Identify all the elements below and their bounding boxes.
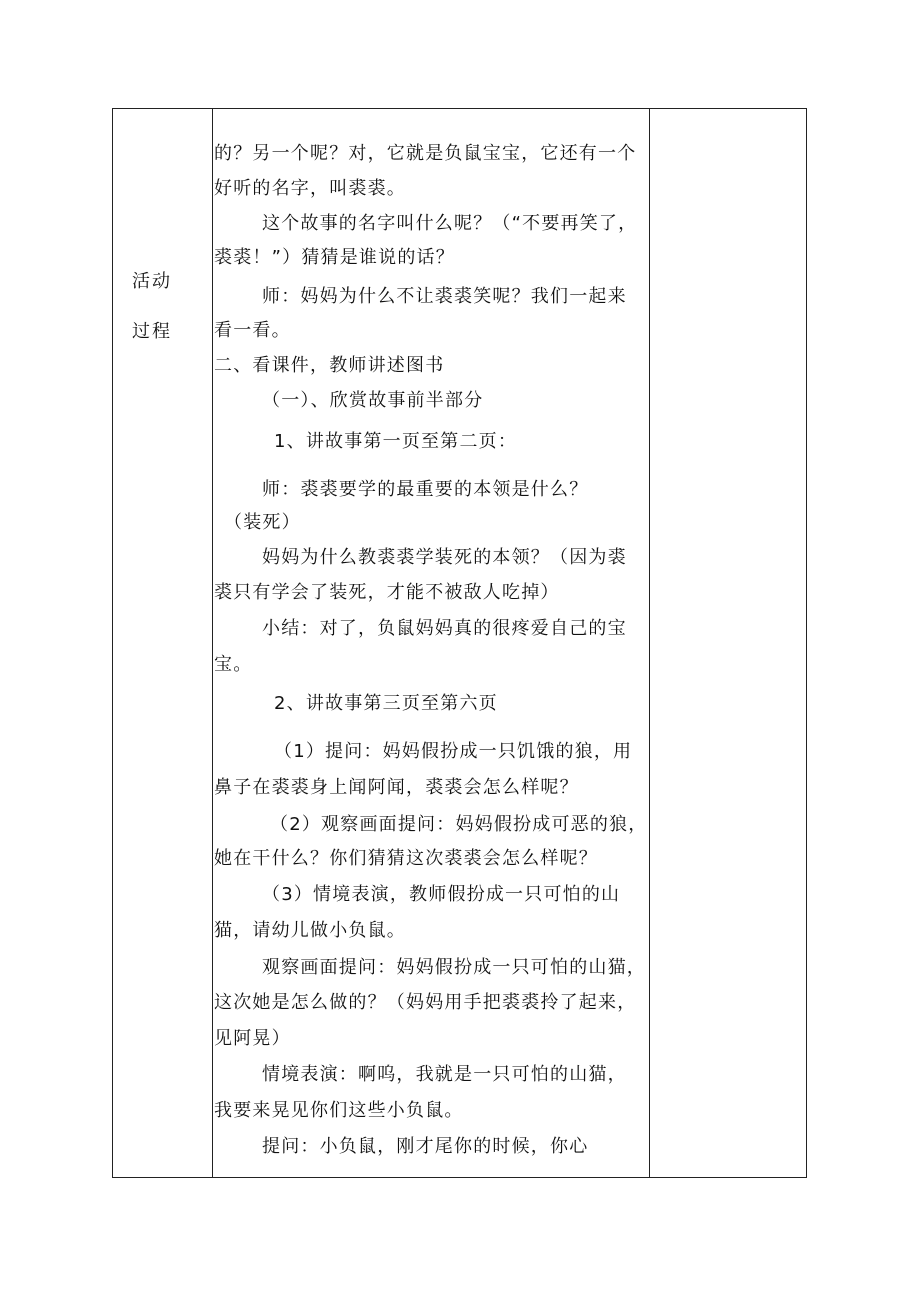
text-line: 裘裘！”）猜猜是谁说的话？	[214, 247, 455, 268]
text-line: 看一看。	[214, 320, 291, 341]
text-line: 好听的名字，叫裘裘。	[214, 178, 406, 199]
lesson-table	[112, 108, 807, 1178]
step-heading: 2、讲故事第三页至第六页	[274, 693, 498, 714]
text-line: 裘只有学会了装死，才能不被敌人吃掉）	[214, 582, 560, 603]
text-line: 猫，请幼儿做小负鼠。	[214, 920, 406, 941]
text-line: 妈妈为什么教裘裘学装死的本领？（因为裘	[262, 547, 627, 568]
subsection-heading: （一）、欣赏故事前半部分	[262, 390, 484, 411]
text-line: 这个故事的名字叫什么呢？（“不要再笑了，	[262, 213, 638, 234]
text-line: （2）观察画面提问：妈妈假扮成可恶的狼，	[270, 814, 648, 835]
column-divider-right	[649, 109, 650, 1177]
text-line: 提问：小负鼠，刚才尾你的时候，你心	[262, 1136, 589, 1157]
section-heading: 二、看课件，教师讲述图书	[214, 355, 445, 376]
text-line: 她在干什么？你们猜猜这次裘裘会怎么样呢？	[214, 848, 598, 869]
text-line: 宝。	[214, 654, 253, 675]
text-line: 鼻子在裘裘身上闻阿闻，裘裘会怎么样呢？	[214, 777, 579, 798]
text-line: 我要来晃见你们这些小负鼠。	[214, 1100, 464, 1121]
text-line: （3）情境表演，教师假扮成一只可怕的山	[262, 884, 621, 905]
text-line: 师：妈妈为什么不让裘裘笑呢？我们一起来	[262, 286, 627, 307]
text-line: （装死）	[224, 512, 301, 533]
text-line: 情境表演：啊呜，我就是一只可怕的山猫，	[262, 1064, 627, 1085]
row-label-process: 过程	[132, 321, 172, 342]
text-line: 小结：对了，负鼠妈妈真的很疼爱自己的宝	[262, 618, 627, 639]
text-line: 师：裘裘要学的最重要的本领是什么？	[262, 479, 589, 500]
text-line: 这次她是怎么做的？（妈妈用手把裘裘拎了起来，	[214, 992, 637, 1013]
text-line: 观察画面提问：妈妈假扮成一只可怕的山猫，	[262, 957, 646, 978]
row-label-activity: 活动	[132, 271, 172, 292]
step-heading: 1、讲故事第一页至第二页：	[274, 431, 518, 452]
text-line: （1）提问：妈妈假扮成一只饥饿的狼，用	[274, 741, 633, 762]
text-line: 见阿晃）	[214, 1028, 291, 1049]
text-line: 的？另一个呢？对，它就是负鼠宝宝，它还有一个	[214, 143, 637, 164]
column-divider-left	[212, 109, 213, 1177]
